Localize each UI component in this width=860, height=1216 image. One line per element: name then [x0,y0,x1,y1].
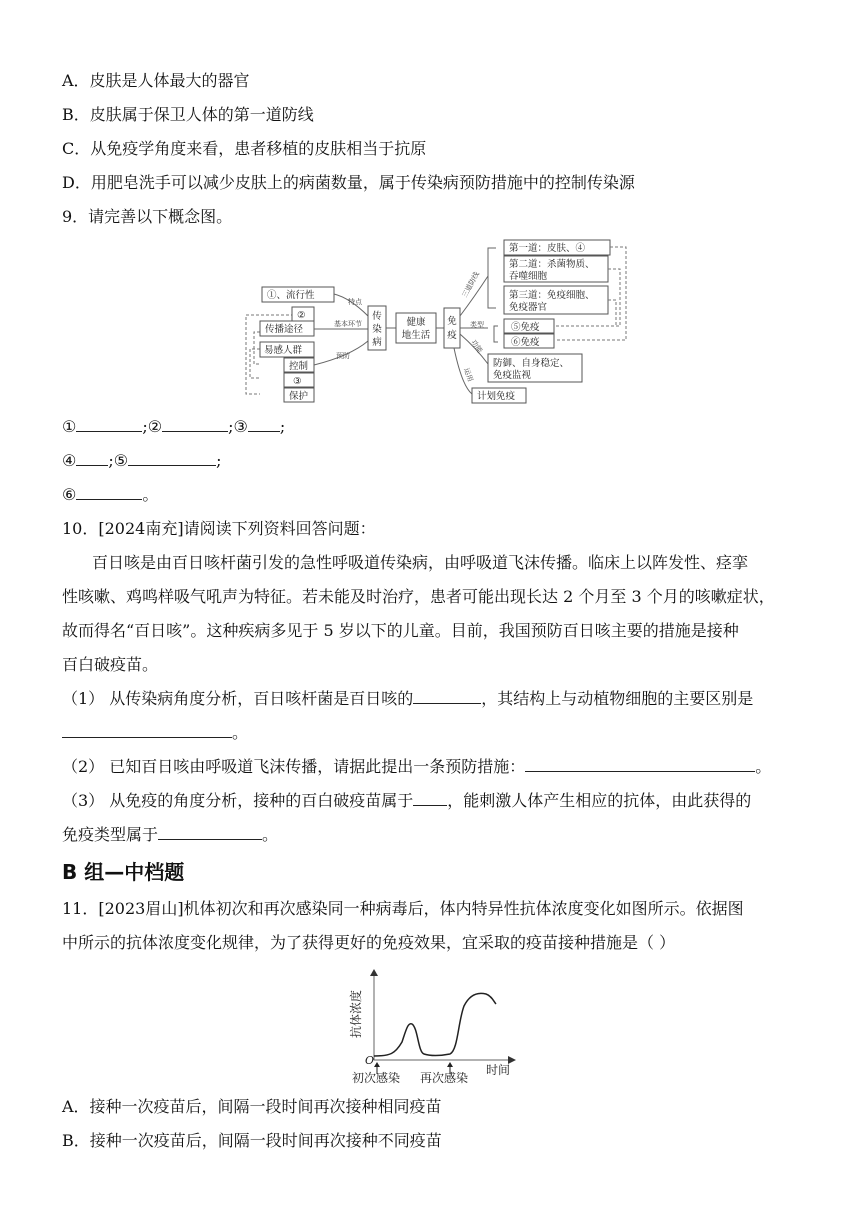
chart-y-arrow [370,969,378,976]
node-healthy-l2: 地生活 [401,330,431,341]
chart-xlabel: 时间 [486,1063,511,1077]
q10-sub1-text-a: （1） 从传染病角度分析，百日咳杆菌是百日咳的 [62,689,414,708]
blank-label-1: ① [62,417,77,436]
section-b-heading: B 组—中档题 [62,860,185,884]
q10-sub3-blank-2[interactable] [158,824,262,840]
q10-sub1 [62,688,753,710]
q10-sub3-text-c: 免疫类型属于 [62,825,159,844]
q9-blanks-row3: ⑥ 。 [62,485,159,504]
answer-blank-1[interactable] [76,416,142,432]
chart-mark1-arrow [374,1062,380,1067]
blank-label-4: ④ [62,451,77,470]
edge-function-label: 功能 [469,338,484,355]
chart-curve [374,993,496,1056]
box-planned-label: 计划免疫 [477,391,516,402]
chart-origin: O [365,1054,375,1067]
box-5-label: ⑤免疫 [511,322,540,333]
q10-sub1-cont: 。 [62,722,248,744]
node-infectious-c1: 传 [372,311,382,322]
box-epidemic-label: ①、流行性 [267,290,315,301]
answer-blank-2[interactable] [162,416,228,432]
q10-passage-2: 性咳嗽、鸡鸣样吸气吼声为特征。若未能及时治疗，患者可能出现长达 2 个月至 3 个月的咳嗽症状， [62,587,775,606]
box-second-line-l2: 吞噬细胞 [509,271,548,282]
node-infectious-c2: 染 [372,324,382,335]
box-control-label: 控制 [289,361,309,372]
q10-sub1-text-b: ，其结构上与动植物细胞的主要区别是 [481,689,754,708]
q10-sub2-text: （2） 已知百日咳由呼吸道飞沫传播，请据此提出一条预防措施： [62,757,526,776]
node-healthy-l1: 健康 [406,317,426,328]
edge-link-label: 基本环节 [334,320,362,328]
box-function-l1: 防御、自身稳定、 [493,358,570,369]
q9-blanks-row1: ① ;② ;③ ; [62,417,286,436]
dash-bracket-left-3 [254,332,260,364]
node-immunity [444,308,460,348]
box-route-label: 传播途径 [265,324,304,335]
q11-option-a: A．接种一次疫苗后，间隔一段时间再次接种相同疫苗 [62,1097,442,1116]
q8-option-c: C．从免疫学角度来看，患者移植的皮肤相当于抗原 [62,139,427,158]
q8-option-b: B．皮肤属于保卫人体的第一道防线 [62,105,314,124]
node-infectious-c3: 病 [372,337,382,348]
q8-option-d: D．用肥皂洗手可以减少皮肤上的病菌数量，属于传染病预防措施中的控制传染源 [62,173,635,192]
q10-sub3-text-a: （3） 从免疫的角度分析，接种的百白破疫苗属于 [62,791,414,810]
box-first-line-label: 第一道：皮肤、④ [509,243,586,254]
q10-sub3 [62,790,751,812]
q10-sub3-blank-1[interactable] [413,790,447,806]
box-function-l2: 免疫监视 [493,370,532,381]
answer-blank-4[interactable] [76,450,108,466]
box-susceptible-label: 易感人群 [264,345,303,356]
box-protect-label: 保护 [289,391,309,402]
answer-blank-5[interactable] [128,450,216,466]
antibody-chart [340,966,530,1086]
concept-map [240,236,630,408]
dash-bracket-right-3 [608,300,616,326]
q10-sub1-blank-1[interactable] [413,688,481,704]
q10-sub3-cont: 免疫类型属于 。 [62,825,279,844]
box-third-line-l1: 第三道：免疫细胞、 [509,290,595,301]
blank-label-3: ③ [233,417,248,436]
q10-passage-3: 故而得名“百日咳”。这种疾病多见于 5 岁以下的儿童。目前，我国预防百日咳主要的措施是接种 [62,621,739,640]
chart-mark1: 初次感染 [352,1071,401,1085]
chart-mark2: 再次感染 [420,1071,469,1085]
node-immunity-c2: 疫 [447,330,457,341]
q10-sub1-blank-2[interactable] [62,722,232,738]
edge-defense-label: 三道防线 [460,270,481,299]
blank-label-6: ⑥ [62,485,77,504]
edge-feature-label: 特点 [348,298,362,306]
blank-label-2: ② [147,417,163,436]
edge-prevent-label: 预防 [336,352,350,360]
answer-blank-3[interactable] [248,416,280,432]
blank-label-5: ⑤ [113,451,129,470]
q11-stem-2: 中所示的抗体浓度变化规律，为了获得更好的免疫效果，宜采取的疫苗接种措施是（ ） [62,933,676,952]
box-3-label: ③ [293,376,302,387]
node-immunity-c1: 免 [447,316,457,327]
edge-apply-label: 运用 [462,366,475,383]
q10-stem: 10．[2024南充]请阅读下列资料回答问题： [62,519,376,538]
box-6-label: ⑥免疫 [511,337,540,348]
q9-blanks-row2: ④ ;⑤ ; [62,451,222,470]
q10-sub3-text-b: ，能刺激人体产生相应的抗体，由此获得的 [447,791,752,810]
q10-sub2: （2） 已知百日咳由呼吸道飞沫传播，请据此提出一条预防措施： 。 [62,757,772,776]
chart-ylabel: 抗体浓度 [349,990,363,1039]
edge-type-label: 类型 [470,321,484,329]
chart-mark2-arrow [447,1062,453,1067]
q9-stem: 9．请完善以下概念图。 [62,207,233,226]
q10-sub2-blank[interactable] [525,756,755,772]
box-third-line-l2: 免疫器官 [509,302,548,313]
box-second-line-l1: 第二道：杀菌物质、 [509,259,595,270]
answer-blank-6[interactable] [76,484,142,500]
q10-passage-1: 百日咳是由百日咳杆菌引发的急性呼吸道传染病，由呼吸道飞沫传播。临床上以阵发性、痉挛 [92,553,749,572]
q11-stem-1: 11．[2023眉山]机体初次和再次感染同一种病毒后，体内特异性抗体浓度变化如图所示。依据图 [62,899,744,918]
q11-option-b: B．接种一次疫苗后，间隔一段时间再次接种不同疫苗 [62,1131,442,1150]
box-2-label: ② [297,310,306,321]
q10-passage-4: 百白破疫苗。 [62,655,159,674]
q8-option-a: A．皮肤是人体最大的器官 [62,71,250,90]
